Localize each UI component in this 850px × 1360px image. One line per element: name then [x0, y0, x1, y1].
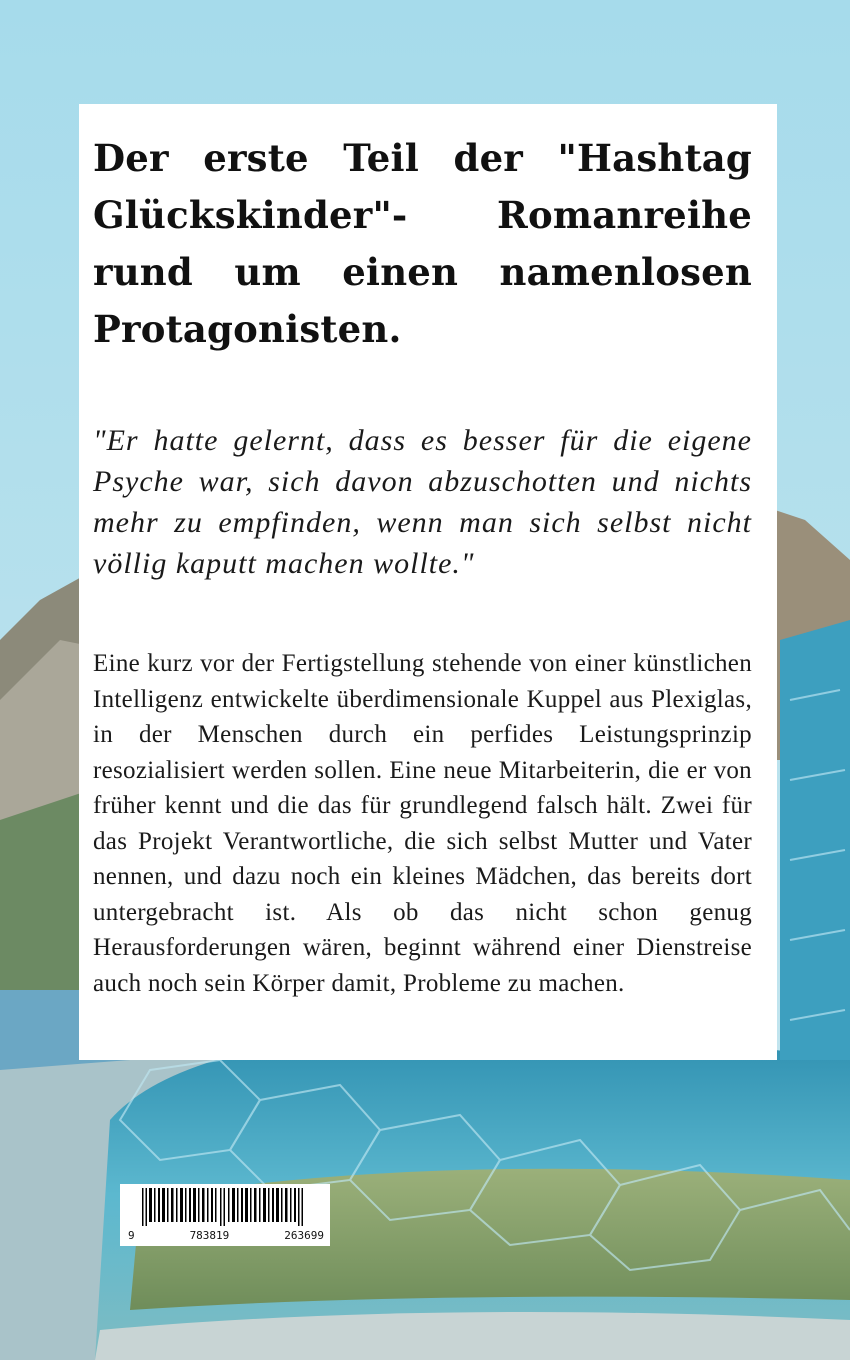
barcode-group-2: 263699 [284, 1229, 324, 1242]
barcode-stripes [142, 1188, 303, 1226]
barcode-digits [128, 1229, 324, 1242]
barcode-bars [128, 1188, 324, 1226]
barcode-group-1: 783819 [189, 1229, 230, 1242]
back-cover-text-panel [79, 104, 777, 1060]
book-quote: "Er hatte gelernt, dass es besser für die eigene Psyche war, sich davon abzuschotten und nichts mehr zu empfinden, wenn man sich selbst nicht völlig kaputt machen wollte." [93, 424, 752, 580]
book-blurb: Eine kurz vor der Fertigstellung stehende von einer künstlichen Intelligenz entwickelte überdimensionale Kuppel aus Plexiglas, in der Menschen durch ein perfides Leistungsprinzip resozialisiert werden sollen. Eine neue Mitarbeiterin, die er von früher kennt und die das für grundlegend falsch hält. Zwei für das Projekt Verantwortliche, die sich selbst Mutter und Vater nennen, und dazu noch ein kleines Mädchen, das bereits dort untergebracht ist. Als ob das nicht schon genug Herausforderungen wären, beginnt während einer Dienstreise auch noch sein Körper damit, Probleme zu machen. [93, 650, 752, 997]
right-dome-panels [780, 620, 850, 1060]
isbn-barcode [120, 1184, 330, 1246]
barcode-lead-digit: 9 [128, 1229, 135, 1242]
headline: Der erste Teil der "Hashtag Glückskinder"- Romanreihe rund um einen namenlosen Protagonisten. [93, 136, 752, 351]
